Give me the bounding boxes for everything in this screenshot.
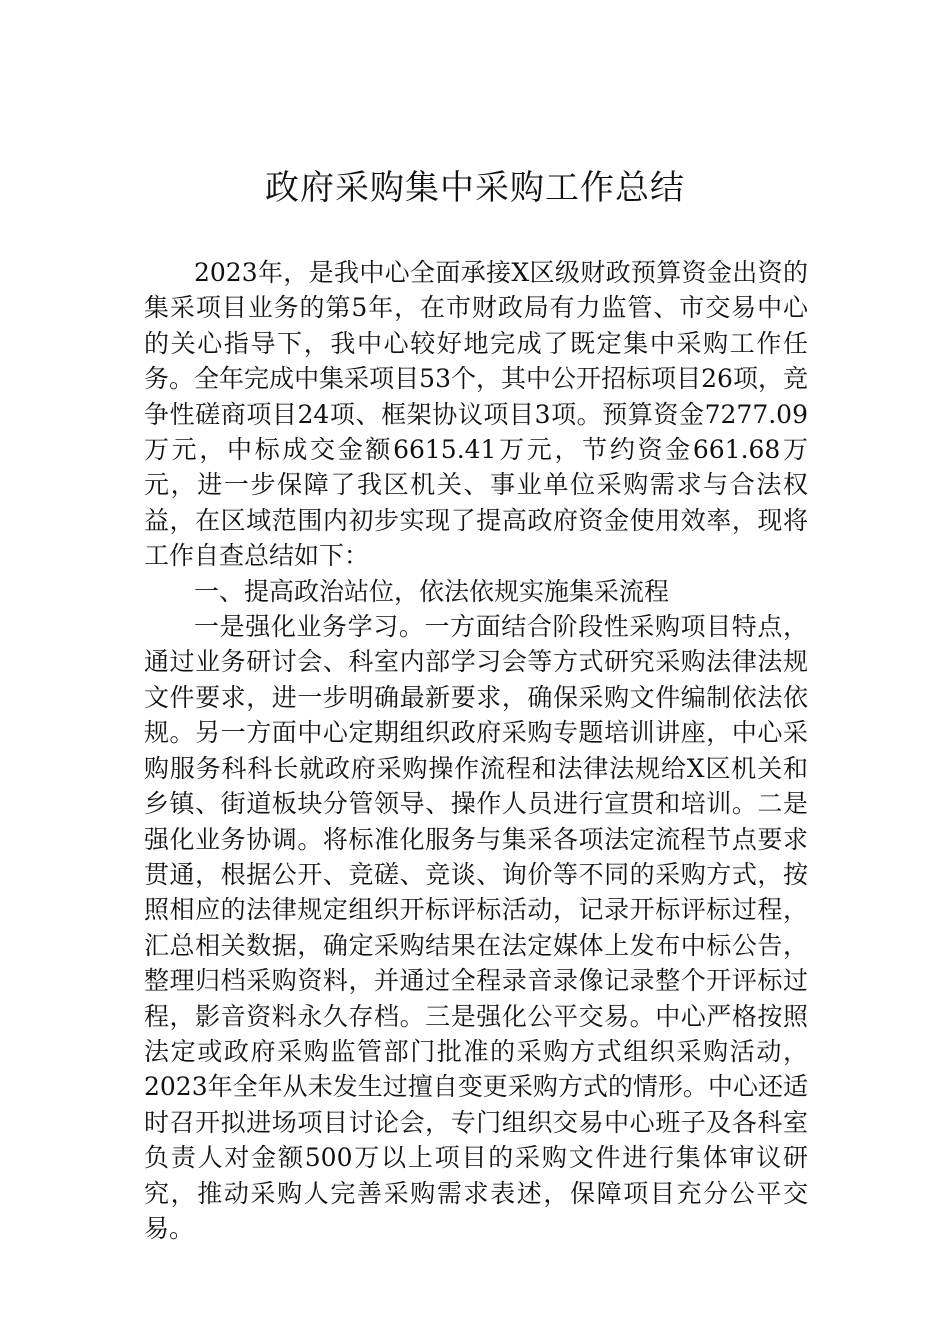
intro-paragraph: 2023年，是我中心全面承接X区级财政预算资金出资的集采项目业务的第5年，在市财政局有力监管、市交易中心的关心指导下，我中心较好地完成了既定集中采购工作任务。全年完成中集采项目53个，其中公开招标项目26项，竞争性磋商项目24项、框架协议项目3项。预算资金7277.09万元，中标成交金额6615.41万元，节约资金661.68万元，进一步保障了我区机关、事业单位采购需求与合法权益，在区域范围内初步实现了提高政府资金使用效率，现将工作自查总结如下： [144,258,808,571]
section-paragraph: 一是强化业务学习。一方面结合阶段性采购项目特点，通过业务研讨会、科室内部学习会等方式研究采购法律法规文件要求，进一步明确最新要求，确保采购文件编制依法依规。另一方面中心定期组织政府采购专题培训讲座，中心采购服务科科长就政府采购操作流程和法律法规给X区机关和乡镇、街道板块分管领导、操作人员进行宣贯和培训。二是强化业务协调。将标准化服务与集采各项法定流程节点要求贯通，根据公开、竞磋、竞谈、询价等不同的采购方式，按照相应的法律规定组织开标评标活动，记录开标评标过程，汇总相关数据，确定采购结果在法定媒体上发布中标公告，整理归档采购资料，并通过全程录音录像记录整个开评标过程，影音资料永久存档。三是强化公平交易。中心严格按照法定或政府采购监管部门批准的采购方式组织采购活动，2023年全年从未发生过擅自变更采购方式的情形。中心还适时召开拟进场项目讨论会，专门组织交易中心班子及各科室负责人对金额500万以上项目的采购文件进行集体审议研究，推动采购人完善采购需求表述，保障项目充分公平交易。 [144,612,808,1243]
document-body [144,255,808,1246]
document-title: 政府采购集中采购工作总结 [265,168,685,208]
section-heading: 一、提高政治站位，依法依规实施集采流程 [194,576,670,606]
